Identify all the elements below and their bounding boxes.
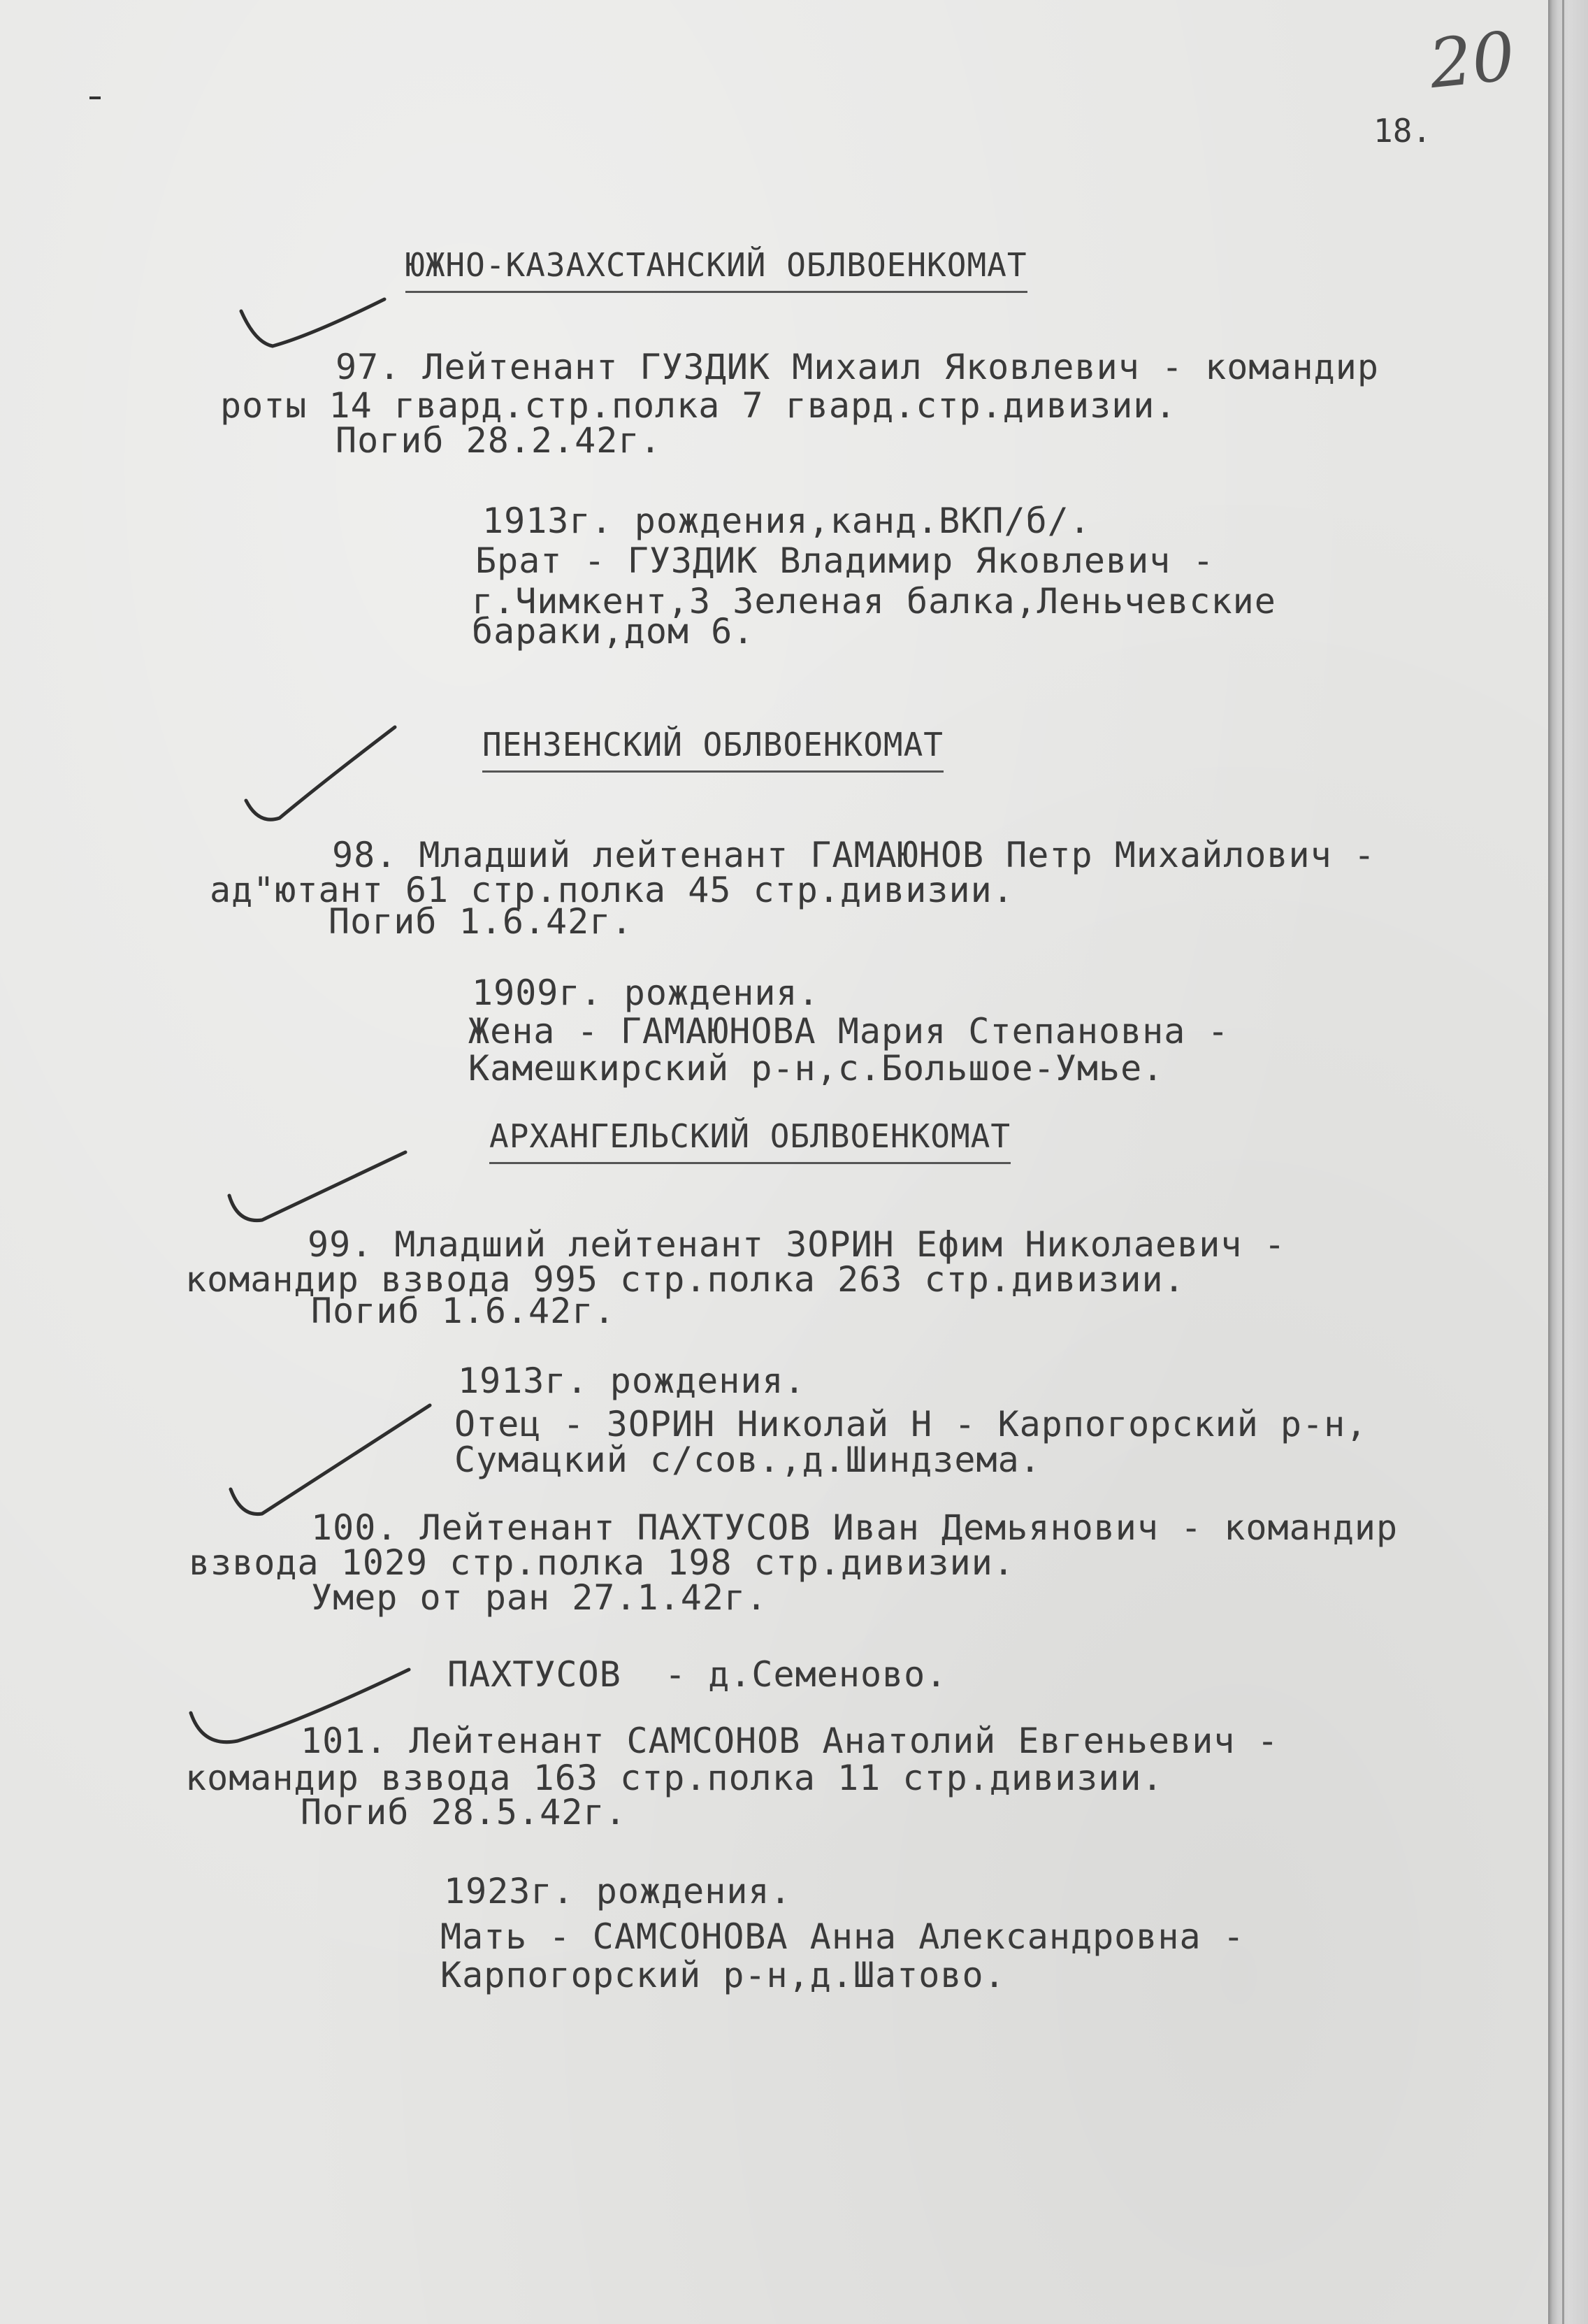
detail-line: 1909г. рождения. [472,973,820,1013]
entry-line: командир взвода 995 стр.полка 263 стр.дивизии. [185,1259,1185,1300]
checkmark-icon [224,1398,433,1524]
detail-line: Камешкирский р-н,с.Большое-Умье. [468,1048,1164,1089]
detail-line: г.Чимкент,3 Зеленая балка,Леньчевские [472,581,1276,622]
detail-line: ПАХТУСОВ - д.Семеново. [447,1654,948,1695]
entry-line: 99. Младший лейтенант ЗОРИН Ефим Николаевич - [308,1224,1286,1265]
handwritten-page-number: 20 [1425,16,1519,104]
entry-line: командир взвода 163 стр.полка 11 стр.дивизии. [185,1758,1164,1798]
detail-line: Брат - ГУЗДИК Владимир Яковлевич - [475,540,1215,581]
margin-dash [89,96,101,99]
entry-line: ад"ютант 61 стр.полка 45 стр.дивизии. [210,870,1014,910]
checkmark-icon [238,720,405,832]
page-edge-line [1562,0,1564,2324]
entry-line: взвода 1029 стр.полка 198 стр.дивизии. [189,1542,1015,1583]
detail-line: 1913г. рождения,канд.ВКП/б/. [482,501,1091,541]
detail-line: бараки,дом 6. [472,611,755,652]
detail-line: 1913г. рождения. [458,1361,806,1401]
page-number: 18. [1373,112,1432,150]
detail-line: Жена - ГАМАЮНОВА Мария Степановна - [468,1011,1229,1052]
entry-line: Погиб 28.5.42г. [301,1792,627,1832]
detail-line: 1923г. рождения. [444,1871,792,1911]
entry-line: 98. Младший лейтенант ГАМАЮНОВ Петр Михайлович - [332,835,1376,875]
entry-line: роты 14 гвард.стр.полка 7 гвард.стр.дивизии. [220,385,1177,426]
section-heading: ПЕНЗЕНСКИЙ ОБЛВОЕНКОМАТ [482,726,944,773]
entry-line: Погиб 28.2.42г. [335,420,662,461]
detail-line: Отец - ЗОРИН Николай Н - Карпогорский р-н, [454,1404,1368,1444]
entry-line: Погиб 1.6.42г. [329,901,633,942]
page-edge-shadow [1548,0,1588,2324]
section-heading: АРХАНГЕЛЬСКИЙ ОБЛВОЕНКОМАТ [489,1117,1011,1164]
section-heading: ЮЖНО-КАЗАХСТАНСКИЙ ОБЛВОЕНКОМАТ [405,246,1027,293]
entry-line: 97. Лейтенант ГУЗДИК Михаил Яковлевич - командир [335,347,1379,387]
entry-line: 101. Лейтенант САМСОНОВ Анатолий Евгеньевич - [301,1721,1279,1761]
entry-line: Умер от ран 27.1.42г. [311,1577,768,1618]
entry-line: Погиб 1.6.42г. [311,1291,616,1331]
detail-line: Карпогорский р-н,д.Шатово. [440,1955,1006,1995]
detail-line: Мать - САМСОНОВА Анна Александровна - [440,1916,1245,1957]
detail-line: Сумацкий с/сов.,д.Шиндзема. [454,1440,1041,1480]
entry-line: 100. Лейтенант ПАХТУСОВ Иван Демьянович - командир [311,1507,1399,1548]
